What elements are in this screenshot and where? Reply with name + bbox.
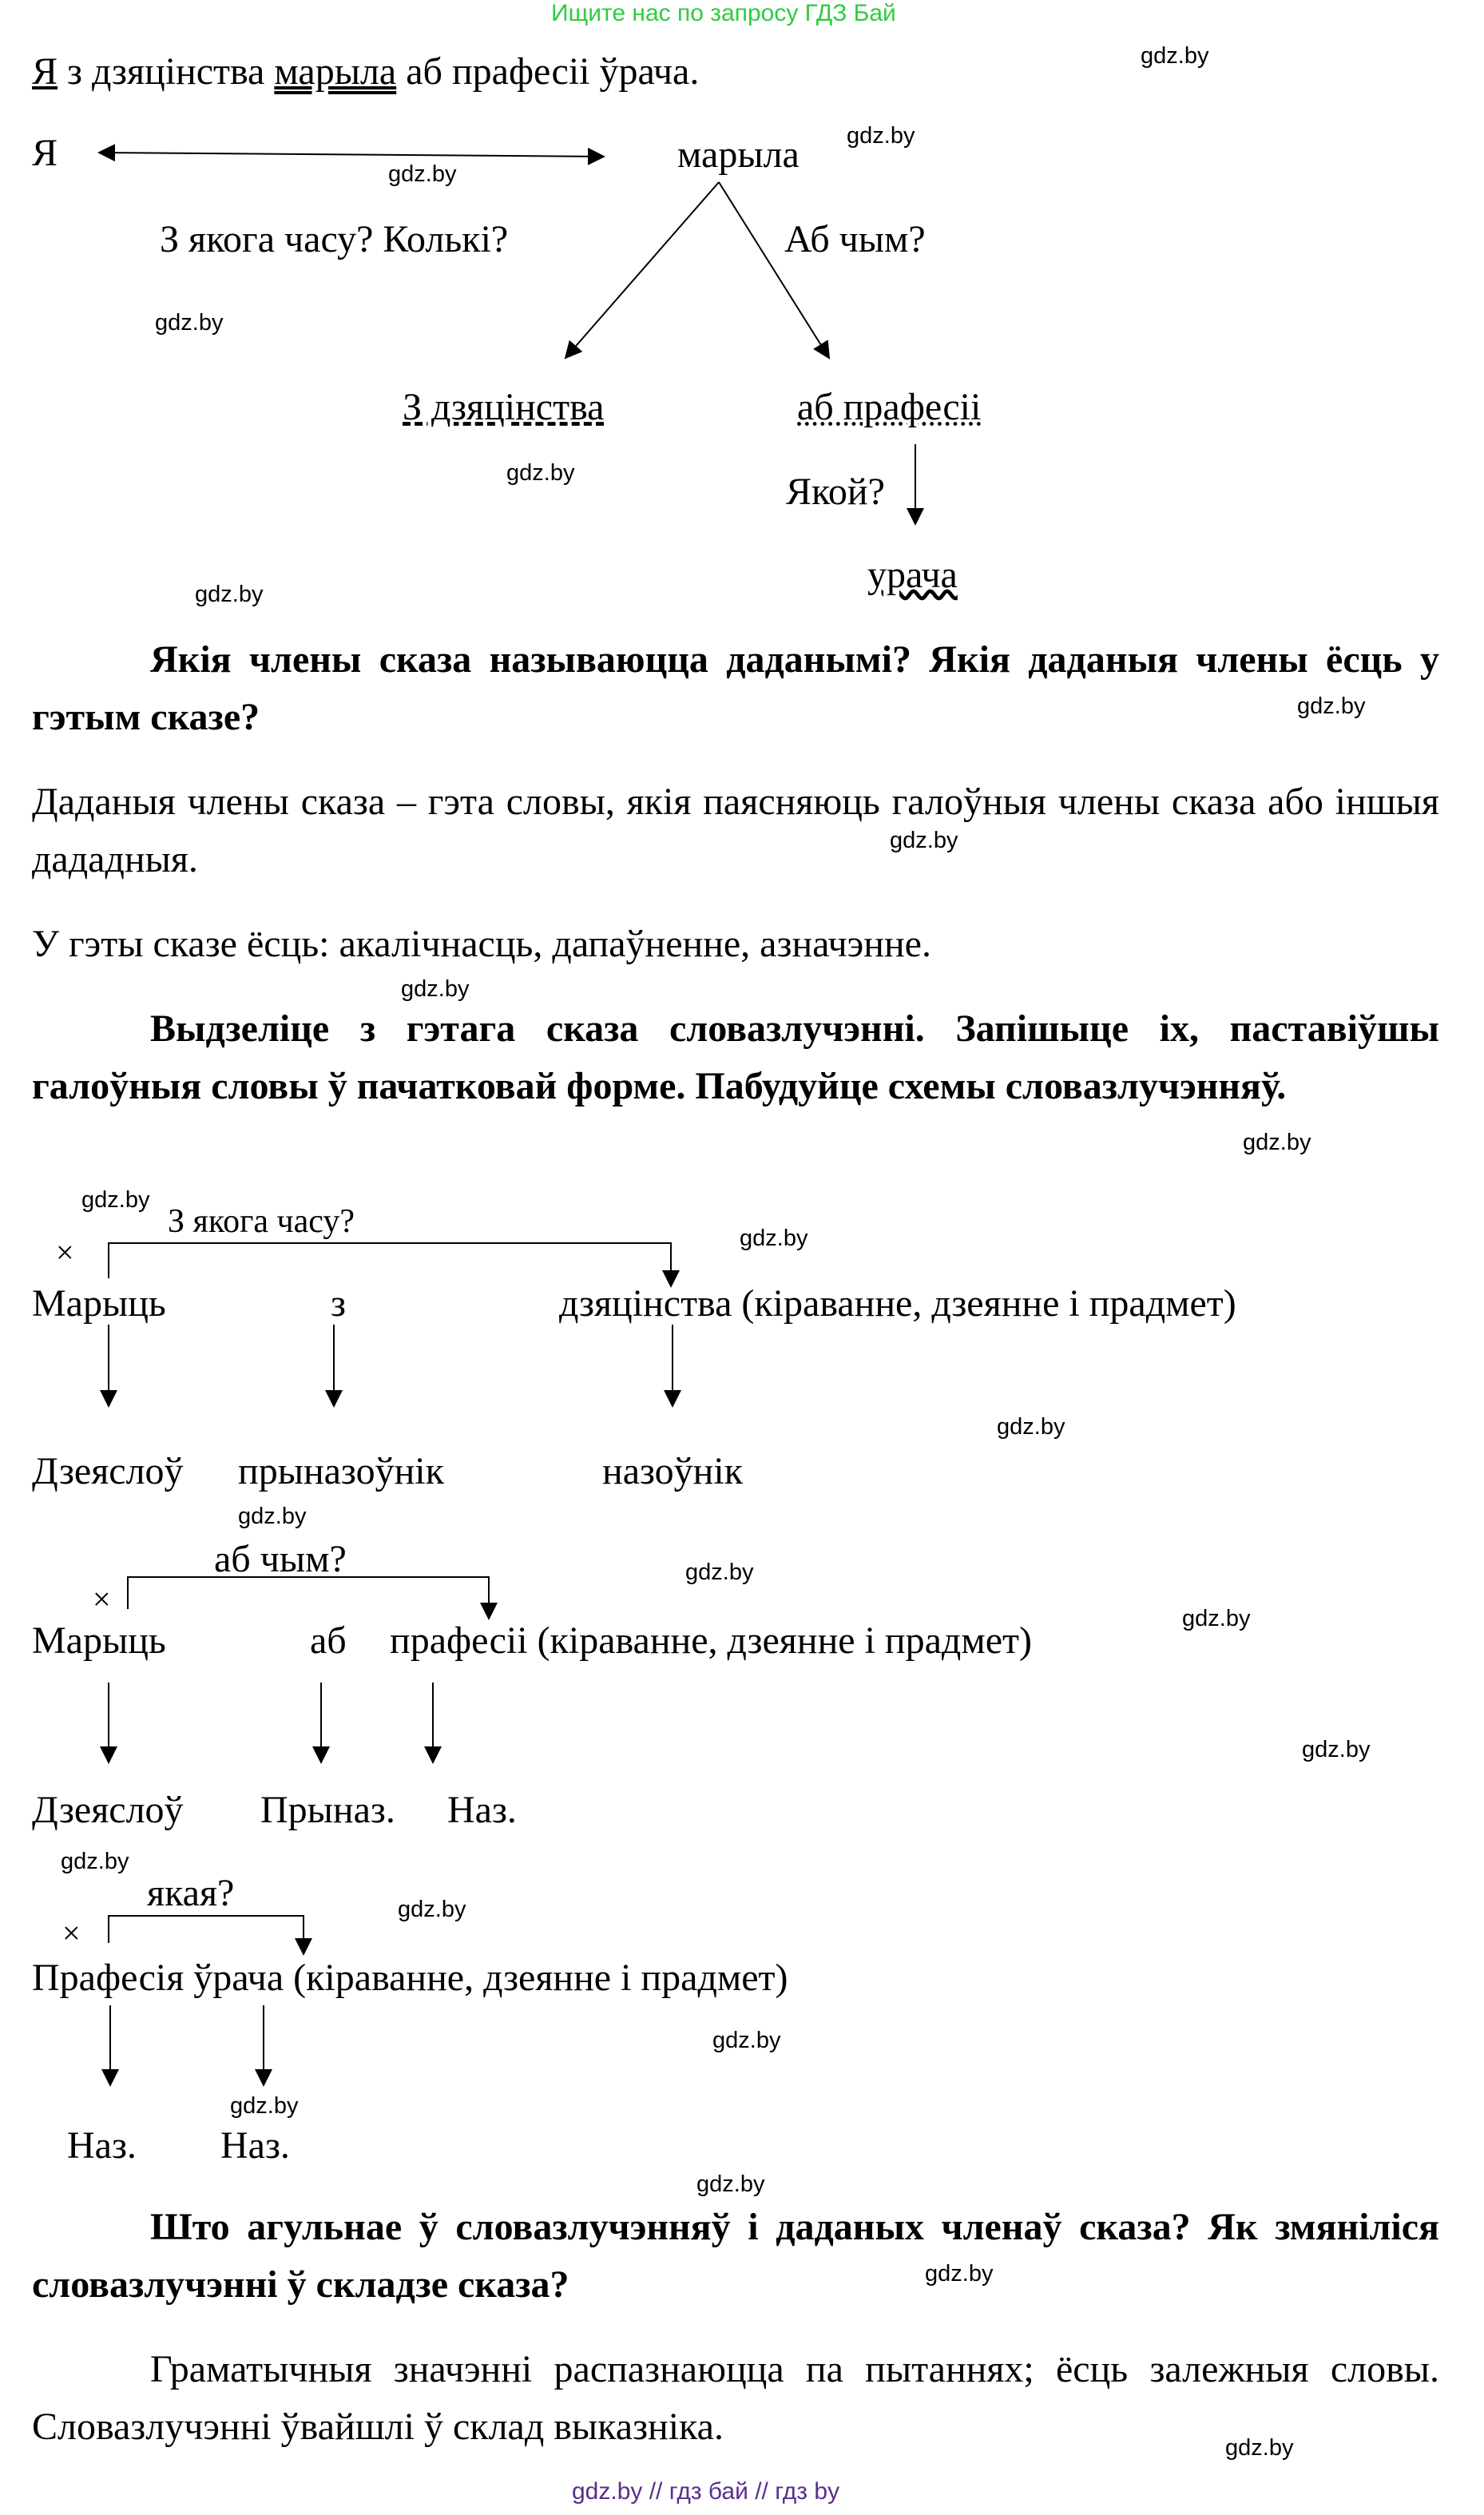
scheme2-bracket: [128, 1577, 489, 1619]
branch-right-arrow: [719, 182, 829, 358]
diagram-child-right: аб прафесіі: [797, 386, 982, 428]
scheme3-pos-1: Наз.: [67, 2124, 137, 2167]
subject-predicate-arrow: [99, 153, 604, 157]
answer-2: У гэты сказе ёсць: акалічнасць, дапаўненне, азначэнне.: [32, 923, 931, 965]
watermark: gdz.by: [398, 1897, 466, 1922]
watermark: gdz.by: [1302, 1737, 1371, 1762]
diagram-grandchild: урача: [867, 554, 958, 596]
watermark: gdz.by: [685, 1559, 754, 1585]
predicate-word: марыла: [274, 50, 397, 93]
branch-left-arrow: [565, 182, 719, 358]
sentence-part: аб прафесіі ўрача.: [396, 50, 700, 93]
diagram-predicate: марыла: [677, 133, 800, 176]
diagram-question-right2: Якой?: [786, 471, 885, 513]
scheme3-question: якая?: [147, 1872, 235, 1914]
watermark: gdz.by: [506, 460, 575, 486]
scheme2-word-2: аб: [310, 1619, 347, 1662]
watermark: gdz.by: [1141, 43, 1209, 69]
question-3: Што агульнае ў словазлучэнняў і даданых членаў сказа? Як змяніліся словазлучэнні ў складзе сказа?: [32, 2206, 1439, 2306]
scheme2-word-1: Марыць: [32, 1619, 166, 1662]
scheme1-bracket: [109, 1243, 671, 1286]
scheme1-cross: ×: [56, 1234, 74, 1270]
watermark: gdz.by: [740, 1226, 808, 1251]
watermark: gdz.by: [1225, 2435, 1294, 2461]
scheme2-pos-1: Дзеяслоў: [32, 1789, 184, 1831]
answer-3: Граматычныя значэнні распазнаюцца па пытаннях; ёсць залежныя словы. Словазлучэнні ўвайшлі ў склад выказніка.: [32, 2348, 1439, 2448]
answer-1: Даданыя члены сказа – гэта словы, якія паясняюць галоўныя члены сказа або іншыя дададныя.: [32, 781, 1439, 880]
watermark: gdz.by: [238, 1504, 307, 1529]
watermark: gdz.by: [1297, 693, 1366, 719]
scheme2-pos-2: Прыназ.: [260, 1789, 395, 1831]
scheme1-question: З якога часу?: [168, 1203, 355, 1240]
diagram-child-left: З дзяцінства: [403, 386, 605, 428]
watermark: gdz.by: [195, 582, 264, 607]
scheme3-pos-2: Наз.: [220, 2124, 290, 2167]
scheme2-pos-3: Наз.: [447, 1789, 517, 1831]
scheme1-pos-2: прыназоўнік: [238, 1450, 444, 1492]
question-2: Выдзеліце з гэтага сказа словазлучэнні. Запішыце іх, паставіўшы галоўныя словы ў пачатковай форме. Пабудуйце схемы словазлучэнняў.: [32, 1007, 1439, 1107]
watermark: gdz.by: [847, 123, 915, 149]
watermark: gdz.by: [230, 2093, 299, 2119]
watermark: gdz.by: [1182, 1606, 1251, 1631]
sentence-part: з дзяцінства: [58, 50, 275, 93]
watermark: gdz.by: [712, 2028, 781, 2053]
watermark: gdz.by: [1243, 1130, 1311, 1155]
scheme3-cross: ×: [62, 1915, 81, 1951]
scheme1-pos-3: назоўнік: [602, 1450, 744, 1492]
scheme3-bracket: [109, 1916, 304, 1954]
diagram-subject: Я: [32, 132, 58, 174]
scheme1-pos-1: Дзеяслоў: [32, 1450, 184, 1492]
watermark: gdz.by: [997, 1414, 1065, 1440]
scheme1-word-3: дзяцінства (кіраванне, дзеянне і прадмет): [559, 1282, 1236, 1325]
scheme2-question: аб чым?: [214, 1538, 347, 1580]
watermark: gdz.by: [890, 828, 958, 853]
subject-word: Я: [32, 50, 58, 93]
footer-links[interactable]: gdz.by // гдз бай // гдз by: [572, 2478, 840, 2505]
watermark: gdz.by: [925, 2261, 994, 2287]
watermark: gdz.by: [155, 310, 224, 336]
question-1: Якія члены сказа называюцца даданымі? Якія даданыя члены ёсць у гэтым сказе?: [32, 638, 1439, 738]
watermark: gdz.by: [61, 1849, 129, 1874]
scheme2-cross: ×: [93, 1581, 111, 1617]
watermark: gdz.by: [81, 1187, 150, 1213]
watermark: gdz.by: [388, 161, 457, 187]
watermark: gdz.by: [696, 2171, 765, 2197]
scheme1-word-2: з: [331, 1282, 346, 1325]
diagram-question-left: З якога часу? Колькі?: [160, 218, 509, 260]
top-banner[interactable]: Ищите нас по запросу ГДЗ Бай: [551, 0, 896, 26]
scheme3-phrase: Прафесія ўрача (кіраванне, дзеянне і прадмет): [32, 1957, 788, 1999]
watermark: gdz.by: [401, 976, 470, 1002]
scheme1-word-1: Марыць: [32, 1282, 166, 1325]
scheme2-word-3: прафесіі (кіраванне, дзеянне і прадмет): [390, 1619, 1032, 1662]
diagram-question-right: Аб чым?: [784, 218, 926, 260]
